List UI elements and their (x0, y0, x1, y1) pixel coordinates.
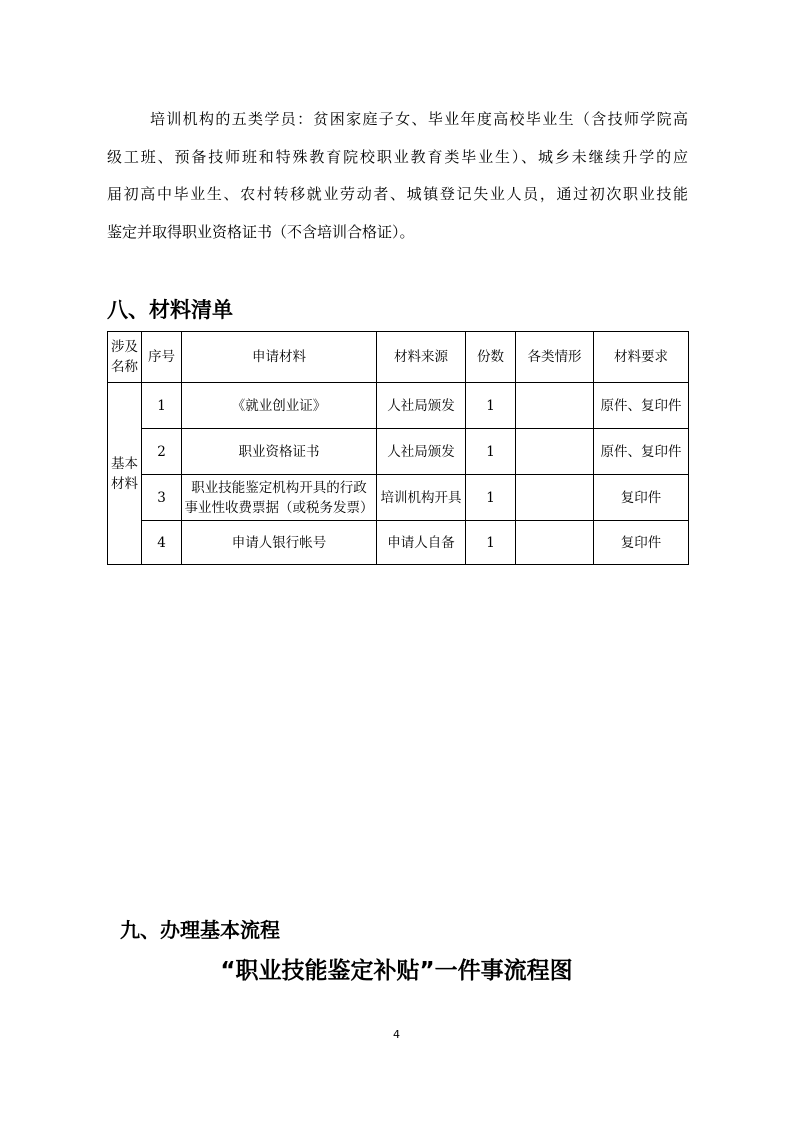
page-number: 4 (393, 1028, 400, 1041)
paragraph-line: 级工班、预备技师班和特殊教育院校职业教育类毕业生）、城乡未继续升学的应 (107, 147, 688, 166)
materials-table (107, 331, 689, 565)
cell-copies: 1 (466, 521, 516, 565)
table-row (108, 429, 689, 475)
cell-requirement: 原件、复印件 (594, 383, 689, 429)
section-heading-materials: 八、材料清单 (107, 298, 233, 322)
table-row (108, 475, 689, 521)
paragraph-line: 鉴定并取得职业资格证书（不含培训合格证）。 (107, 223, 415, 242)
cell-requirement: 复印件 (594, 475, 689, 521)
cell-index: 2 (142, 429, 182, 475)
cell-copies: 1 (466, 429, 516, 475)
cell-copies: 1 (466, 383, 516, 429)
flowchart-title: “职业技能鉴定补贴”一件事流程图 (220, 958, 573, 984)
cell-index: 3 (142, 475, 182, 521)
header-requirement: 材料要求 (594, 332, 689, 383)
cell-material: 申请人银行帐号 (182, 521, 377, 565)
cell-material: 《就业创业证》 (182, 383, 377, 429)
cell-source: 人社局颁发 (377, 429, 466, 475)
table-header-row (108, 332, 689, 383)
eligibility-paragraph (107, 101, 688, 252)
table-row (108, 383, 689, 429)
cell-cases (516, 429, 594, 475)
category-cell: 基本 材料 (108, 383, 142, 565)
cell-requirement: 复印件 (594, 521, 689, 565)
table-row (108, 521, 689, 565)
cell-source: 培训机构开具 (377, 475, 466, 521)
cell-index: 4 (142, 521, 182, 565)
cell-index: 1 (142, 383, 182, 429)
cell-cases (516, 383, 594, 429)
cell-copies: 1 (466, 475, 516, 521)
cell-material: 职业技能鉴定机构开具的行政 事业性收费票据（或税务发票） (182, 475, 377, 521)
cell-source: 人社局颁发 (377, 383, 466, 429)
header-cases: 各类情形 (516, 332, 594, 383)
header-material: 申请材料 (182, 332, 377, 383)
cell-cases (516, 521, 594, 565)
cell-source: 申请人自备 (377, 521, 466, 565)
header-copies: 份数 (466, 332, 516, 383)
paragraph-line: 培训机构的五类学员：贫困家庭子女、毕业年度高校毕业生（含技师学院高 (150, 110, 688, 128)
header-source: 材料来源 (377, 332, 466, 383)
cell-cases (516, 475, 594, 521)
cell-material: 职业资格证书 (182, 429, 377, 475)
header-index: 序号 (142, 332, 182, 383)
paragraph-line: 届初高中毕业生、农村转移就业劳动者、城镇登记失业人员，通过初次职业技能 (107, 185, 688, 204)
header-category: 涉及 名称 (108, 332, 142, 383)
cell-requirement: 原件、复印件 (594, 429, 689, 475)
section-heading-process: 九、办理基本流程 (120, 918, 280, 942)
